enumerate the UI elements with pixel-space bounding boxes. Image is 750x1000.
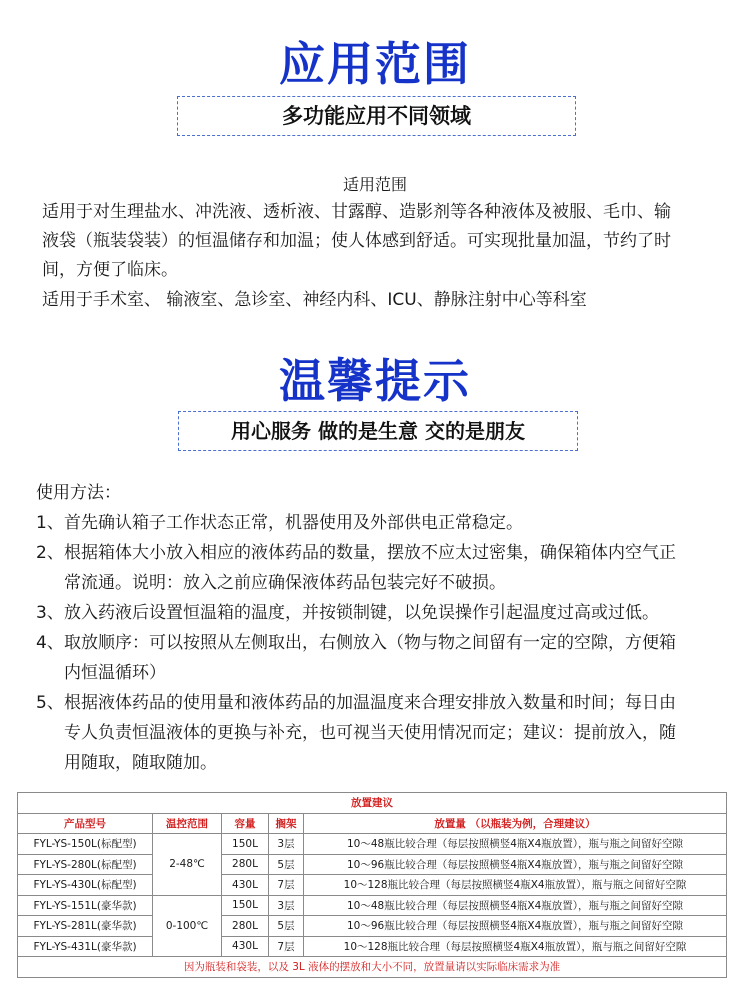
- step-line: 内恒温循环）: [64, 663, 166, 683]
- step-number: 2、: [36, 543, 64, 563]
- scope-line: 间，方便了临床。: [42, 260, 178, 280]
- cell-shelves: 5层: [269, 854, 304, 875]
- table-footer-note: 因为瓶装和袋装，以及 3L 液体的摆放和大小不同，放置量请以实际临床需求为准: [18, 957, 727, 978]
- usage-step: [36, 508, 676, 538]
- step-number: 4、: [36, 633, 64, 653]
- cell-amount: 10～128瓶比较合理（每层按照横竖4瓶X4瓶放置），瓶与瓶之间留好空隙: [304, 875, 727, 896]
- step-line: 首先确认箱子工作状态正常，机器使用及外部供电正常稳定。: [64, 513, 523, 533]
- usage-instructions: [36, 478, 676, 778]
- step-line: 常流通。说明：放入之前应确保液体药品包装完好不破损。: [64, 573, 506, 593]
- table-header-row: [18, 813, 727, 834]
- cell-capacity: 150L: [222, 895, 269, 916]
- scope-heading: 适用范围: [342, 175, 407, 194]
- table-title: 放置建议: [18, 793, 727, 814]
- cell-capacity: 280L: [222, 916, 269, 937]
- table-footer-row: [18, 957, 727, 978]
- cell-capacity: 280L: [222, 854, 269, 875]
- step-number: 5、: [36, 693, 64, 713]
- scope-paragraph-2: 适用于手术室、 输液室、急诊室、神经内科、ICU、静脉注射中心等科室: [42, 290, 587, 310]
- tips-subtitle-text: 用心服务 做的是生意 交的是朋友: [231, 419, 525, 443]
- cell-amount: 10～48瓶比较合理（每层按照横竖4瓶X4瓶放置），瓶与瓶之间留好空隙: [304, 834, 727, 855]
- usage-step: [36, 538, 676, 598]
- cell-capacity: 430L: [222, 936, 269, 957]
- step-number: 1、: [36, 513, 64, 533]
- cell-model: FYL-YS-151L(豪华款): [18, 895, 153, 916]
- cell-shelves: 7层: [269, 875, 304, 896]
- section-title-warm-tips: 温馨提示: [279, 354, 471, 408]
- usage-label: 使用方法：: [36, 483, 121, 503]
- cell-capacity: 430L: [222, 875, 269, 896]
- header-amount: 放置量 （以瓶装为例，合理建议）: [304, 813, 727, 834]
- step-line: 取放顺序：可以按照从左侧取出，右侧放入（物与物之间留有一定的空隙，方便箱: [64, 633, 676, 653]
- cell-shelves: 3层: [269, 895, 304, 916]
- subtitle-text: 多功能应用不同领域: [282, 104, 471, 128]
- cell-model: FYL-YS-431L(豪华款): [18, 936, 153, 957]
- scope-paragraph-1: [42, 198, 671, 285]
- placement-table: [17, 792, 727, 978]
- step-number: 3、: [36, 603, 64, 623]
- header-temp-range: 温控范围: [153, 813, 222, 834]
- cell-model: FYL-YS-150L(标配型): [18, 834, 153, 855]
- table-row: [18, 875, 727, 896]
- cell-temp-range: 0-100℃: [153, 895, 222, 957]
- scope-line: 适用于对生理盐水、冲洗液、透析液、甘露醇、造影剂等各种液体及被服、毛巾、输: [42, 202, 671, 222]
- table-row: [18, 936, 727, 957]
- cell-amount: 10～96瓶比较合理（每层按照横竖4瓶X4瓶放置），瓶与瓶之间留好空隙: [304, 916, 727, 937]
- usage-step: [36, 688, 676, 778]
- step-line: 放入药液后设置恒温箱的温度，并按锁制键，以免误操作引起温度过高或过低。: [64, 603, 659, 623]
- usage-step: [36, 628, 676, 688]
- step-line: 用随取，随取随加。: [64, 753, 217, 773]
- header-model: 产品型号: [18, 813, 153, 834]
- cell-shelves: 5层: [269, 916, 304, 937]
- cell-capacity: 150L: [222, 834, 269, 855]
- cell-temp-range: 2-48℃: [153, 834, 222, 896]
- cell-amount: 10～128瓶比较合理（每层按照横竖4瓶X4瓶放置），瓶与瓶之间留好空隙: [304, 936, 727, 957]
- cell-model: FYL-YS-430L(标配型): [18, 875, 153, 896]
- cell-amount: 10～96瓶比较合理（每层按照横竖4瓶X4瓶放置），瓶与瓶之间留好空隙: [304, 854, 727, 875]
- cell-model: FYL-YS-280L(标配型): [18, 854, 153, 875]
- section-title-application-scope: 应用范围: [279, 37, 471, 91]
- table-row: [18, 895, 727, 916]
- table-row: [18, 854, 727, 875]
- header-shelves: 搁架: [269, 813, 304, 834]
- table-row: [18, 834, 727, 855]
- cell-amount: 10～48瓶比较合理（每层按照横竖4瓶X4瓶放置），瓶与瓶之间留好空隙: [304, 895, 727, 916]
- step-line: 专人负责恒温液体的更换与补充，也可视当天使用情况而定；建议：提前放入，随: [64, 723, 676, 743]
- subtitle-box: [177, 96, 576, 136]
- usage-step: [36, 598, 676, 628]
- cell-shelves: 3层: [269, 834, 304, 855]
- scope-line: 液袋（瓶装袋装）的恒温储存和加温；使人体感到舒适。可实现批量加温，节约了时: [42, 231, 671, 251]
- step-line: 根据液体药品的使用量和液体药品的加温温度来合理安排放入数量和时间；每日由: [64, 693, 676, 713]
- table-row: [18, 916, 727, 937]
- header-capacity: 容量: [222, 813, 269, 834]
- step-line: 根据箱体大小放入相应的液体药品的数量，摆放不应太过密集，确保箱体内空气正: [64, 543, 676, 563]
- table-title-row: [18, 793, 727, 814]
- cell-model: FYL-YS-281L(豪华款): [18, 916, 153, 937]
- cell-shelves: 7层: [269, 936, 304, 957]
- tips-subtitle-box: [178, 411, 578, 451]
